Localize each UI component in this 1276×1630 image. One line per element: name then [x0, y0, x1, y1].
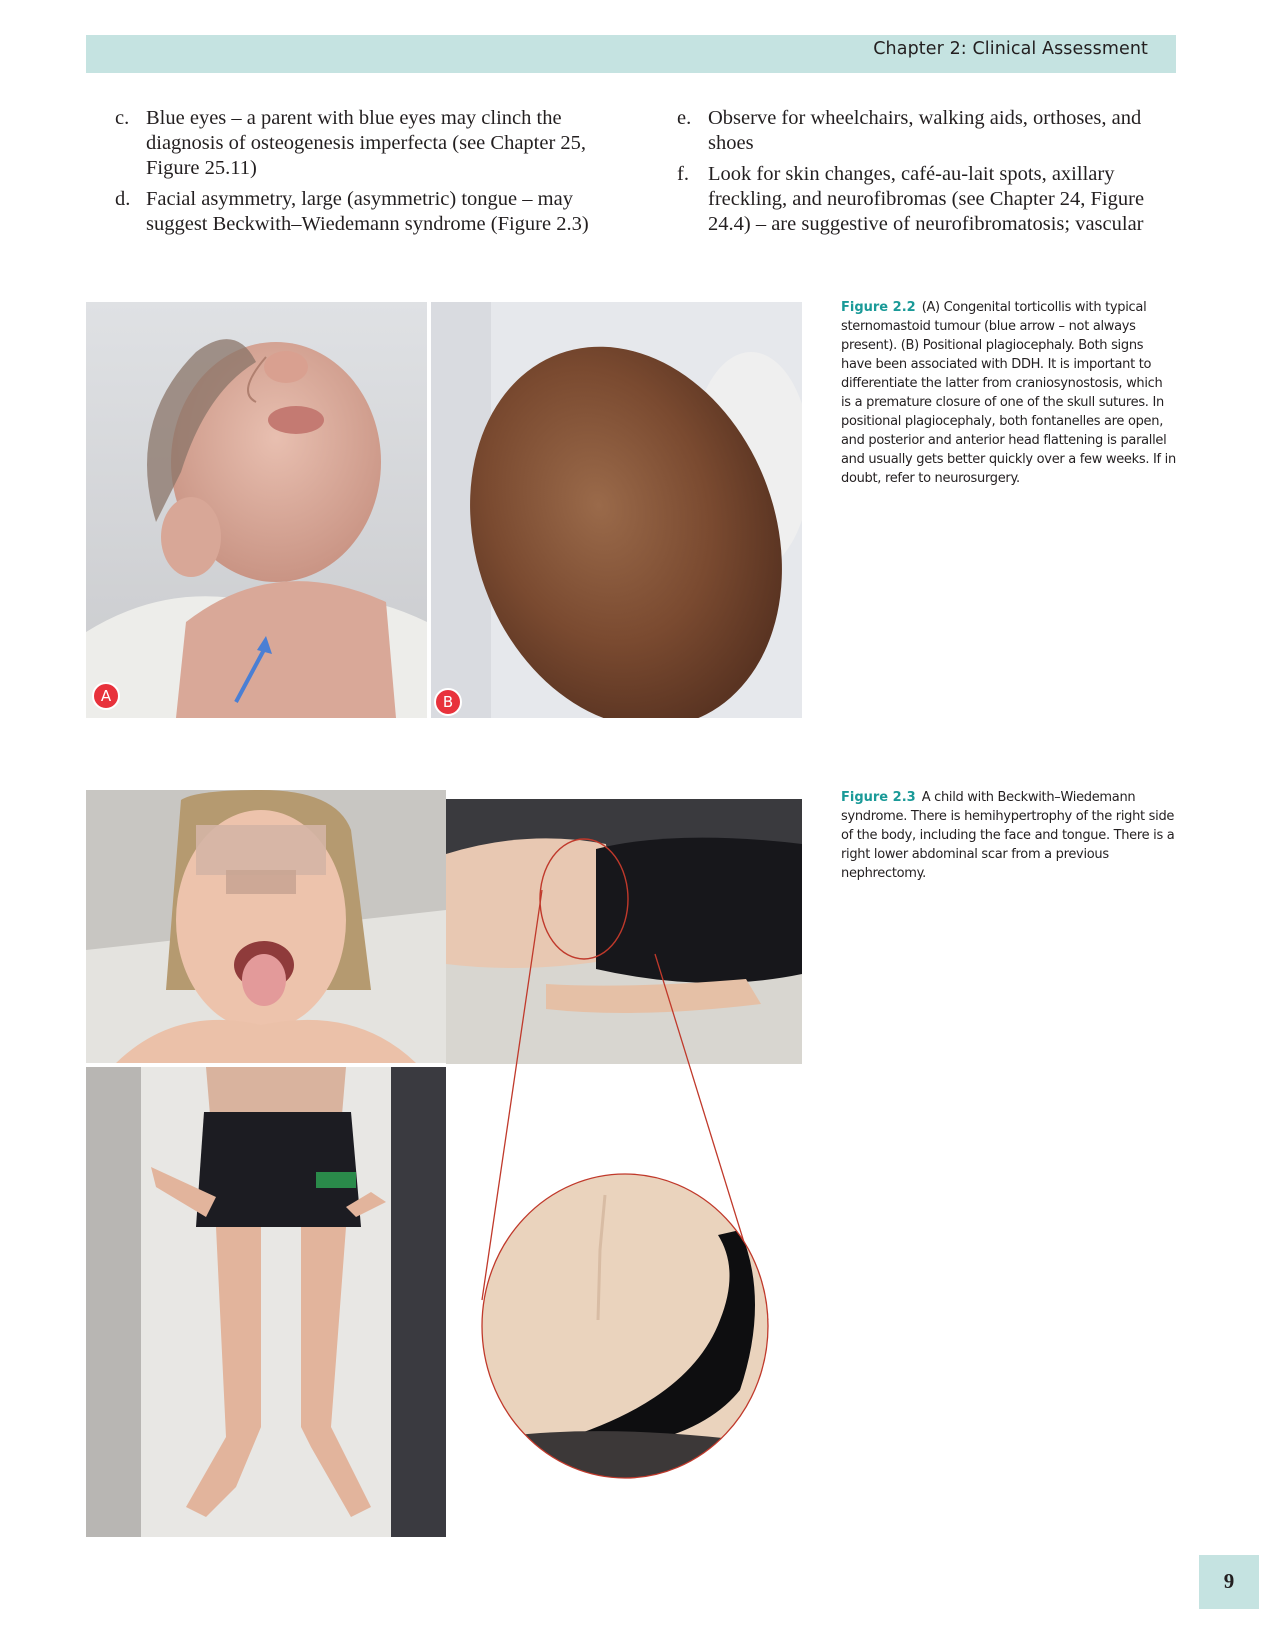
chapter-title: Chapter 2: Clinical Assessment: [873, 39, 1148, 59]
list-letter: c.: [115, 107, 130, 129]
caption-text: A child with Beckwith–Wiedemann syndrome. There is hemihypertrophy of the right side of the body, including the face and tongue. There is a right lower abdominal scar from a previous nephrectomy.: [841, 790, 1175, 881]
panel-a-badge: A: [92, 682, 120, 710]
panel-b-badge: B: [434, 688, 462, 716]
figure-label: Figure 2.2: [841, 300, 916, 315]
page-number: 9: [1223, 1569, 1235, 1593]
page-number-box: [1199, 1555, 1259, 1609]
list-letter: f.: [677, 163, 689, 185]
list-letter: d.: [115, 188, 131, 210]
list-text: Look for skin changes, café-au-lait spots, axillary freckling, and neurofibromas (see Chapter 24, Figure 24.4) – are suggestive of neurofibromatosis; vascular: [708, 163, 1145, 235]
figure-label: Figure 2.3: [841, 790, 916, 805]
list-text: Observe for wheelchairs, walking aids, orthoses, and shoes: [708, 107, 1142, 154]
list-text: Blue eyes – a parent with blue eyes may clinch the diagnosis of osteogenesis imperfecta (see Chapter 25, Figure 25.11): [146, 107, 587, 179]
list-letter: e.: [677, 107, 692, 129]
figure-2-3-caption: [841, 788, 1176, 883]
caption-text: (A) Congenital torticollis with typical sternomastoid tumour (blue arrow – not always present). (B) Positional plagiocephaly. Both signs have been associated with DDH. It is important to differentiate the latter from craniosynostosis, which is a premature closure of one of the skull sutures. In positional plagiocephaly, both fontanelles are open, and posterior and anterior head flattening is parallel and usually gets better quickly over a few weeks. If in doubt, refer to neurosurgery.: [841, 300, 1176, 486]
list-text: Facial asymmetry, large (asymmetric) tongue – may suggest Beckwith–Wiedemann syndrome (Figure 2.3): [146, 188, 589, 235]
